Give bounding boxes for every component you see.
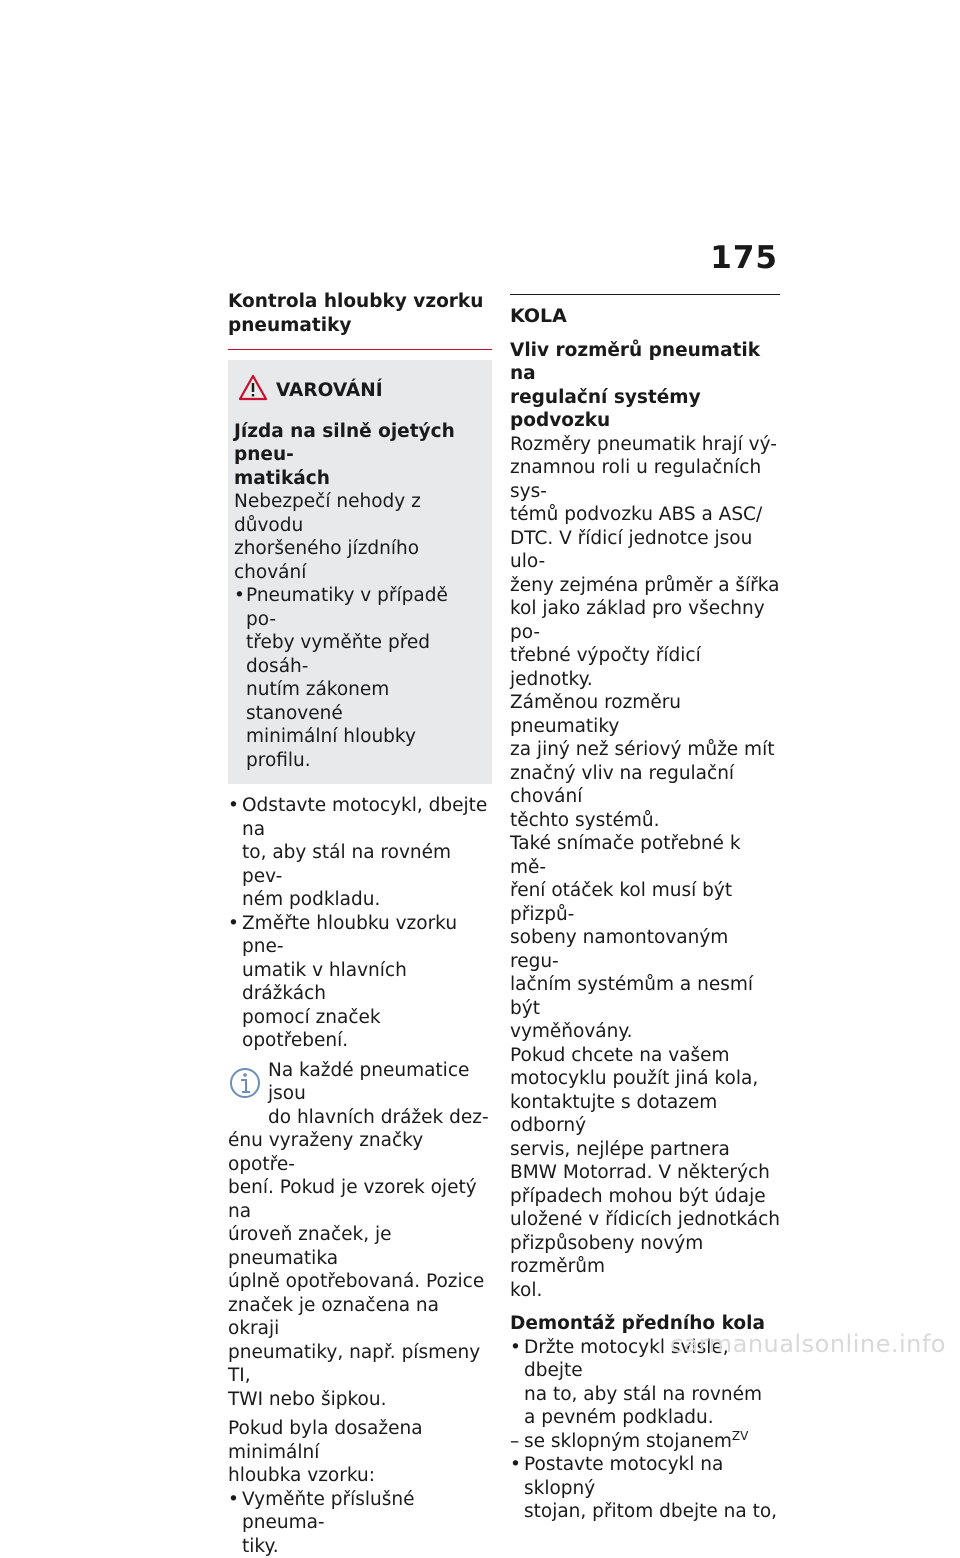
warning-header	[238, 374, 482, 408]
warning-triangle-icon	[238, 374, 268, 408]
step-hold-upright: • Držte motocykl svisle, dbejte na to, aby stál na rovném a pevném podkladu.	[510, 1336, 780, 1430]
bullet-marker: •	[510, 1336, 521, 1360]
left-column	[228, 290, 492, 1558]
warning-subheading: Jízda na silně ojetých pneu- matikách	[234, 420, 482, 491]
step-park-motorcycle: • Odstavte motocykl, dbejte na to, aby stál na rovném pev- ném podkladu.	[228, 794, 492, 912]
footer-watermark: carmanualsonline.info	[670, 1330, 946, 1358]
paragraph-other-wheels: Pokud chcete na vašem motocyklu použít jiná kola, kontaktujte s dotazem odborný servis, nejlépe partnera BMW Motorrad. V některých případech mohou být údaje uložené v řídicích jednotkách přizpůsobeny novým rozměrům kol.	[510, 1044, 780, 1303]
condition-side-stand: – se sklopným stojanem$^{ZV}$	[510, 1430, 780, 1454]
warning-bullet: • Pneumatiky v případě po- třeby vyměňte před dosáh- nutím zákonem stanovené minimální hloubky profilu.	[234, 584, 482, 772]
paragraph-sensors: Také snímače potřebné k mě- ření otáček kol musí být přizpů- sobeny namontovaným regu- lačním systémům a nesmí být vyměňovány.	[510, 832, 780, 1044]
info-icon	[228, 1061, 262, 1108]
warning-box	[228, 360, 492, 784]
section-heading-tread-depth: Kontrola hloubky vzorku pneumatiky	[228, 290, 492, 337]
optional-equipment-mark: ZV	[732, 1429, 748, 1443]
paragraph-tire-dimensions: Rozměry pneumatik hrají vý- znamnou roli u regulačních sys- témů podvozku ABS a ASC/ DTC. V řídicí jednotce jsou ulo- ženy zejména průměr a šířka kol jako základ pro všechny po- třebné výpočty řídicí jednotky. Záměnou rozměru pneumatiky za jiný než sériový může mít značný vliv na regulační chování těchto systémů.	[510, 433, 780, 833]
subheading-tire-dimensions: Vliv rozměrů pneumatik na regulační systémy podvozku	[510, 339, 780, 433]
bullet-marker: •	[228, 912, 239, 936]
step-side-stand: • Postavte motocykl na sklopný stojan, přitom dbejte na to,	[510, 1453, 780, 1524]
page-number: 175	[710, 240, 778, 276]
bullet-marker: •	[228, 794, 239, 818]
min-depth-paragraph: Pokud byla dosažena minimální hloubka vzorku:	[228, 1417, 492, 1488]
bullet-marker: •	[510, 1453, 521, 1477]
bullet-marker: •	[228, 1488, 239, 1512]
heading-front-wheel-removal: Demontáž předního kola	[510, 1312, 780, 1336]
section-title: KOLA	[510, 305, 780, 329]
info-note: Na každé pneumatice jsou do hlavních drážek dez- énu vyraženy značky opotře- bení. Pokud je vzorek ojetý na úroveň značek, je pneumatika úplně opotřebovaná. Pozice značek je označena na okraji pneumatiky, např. písmeny TI, TWI nebo šipkou.	[228, 1059, 492, 1412]
warning-title: VAROVÁNÍ	[276, 379, 383, 403]
heading-divider	[228, 349, 492, 350]
dash-marker: –	[510, 1430, 519, 1454]
warning-text: Nebezpečí nehody z důvodu zhoršeného jízdního chování	[234, 490, 482, 584]
step-replace-tires: • Vyměňte příslušné pneuma- tiky.	[228, 1488, 492, 1558]
step-measure-tread: • Změřte hloubku vzorku pne- umatik v hlavních drážkách pomocí značek opotřebení.	[228, 912, 492, 1053]
section-divider	[510, 294, 780, 295]
bullet-marker: •	[234, 584, 245, 608]
